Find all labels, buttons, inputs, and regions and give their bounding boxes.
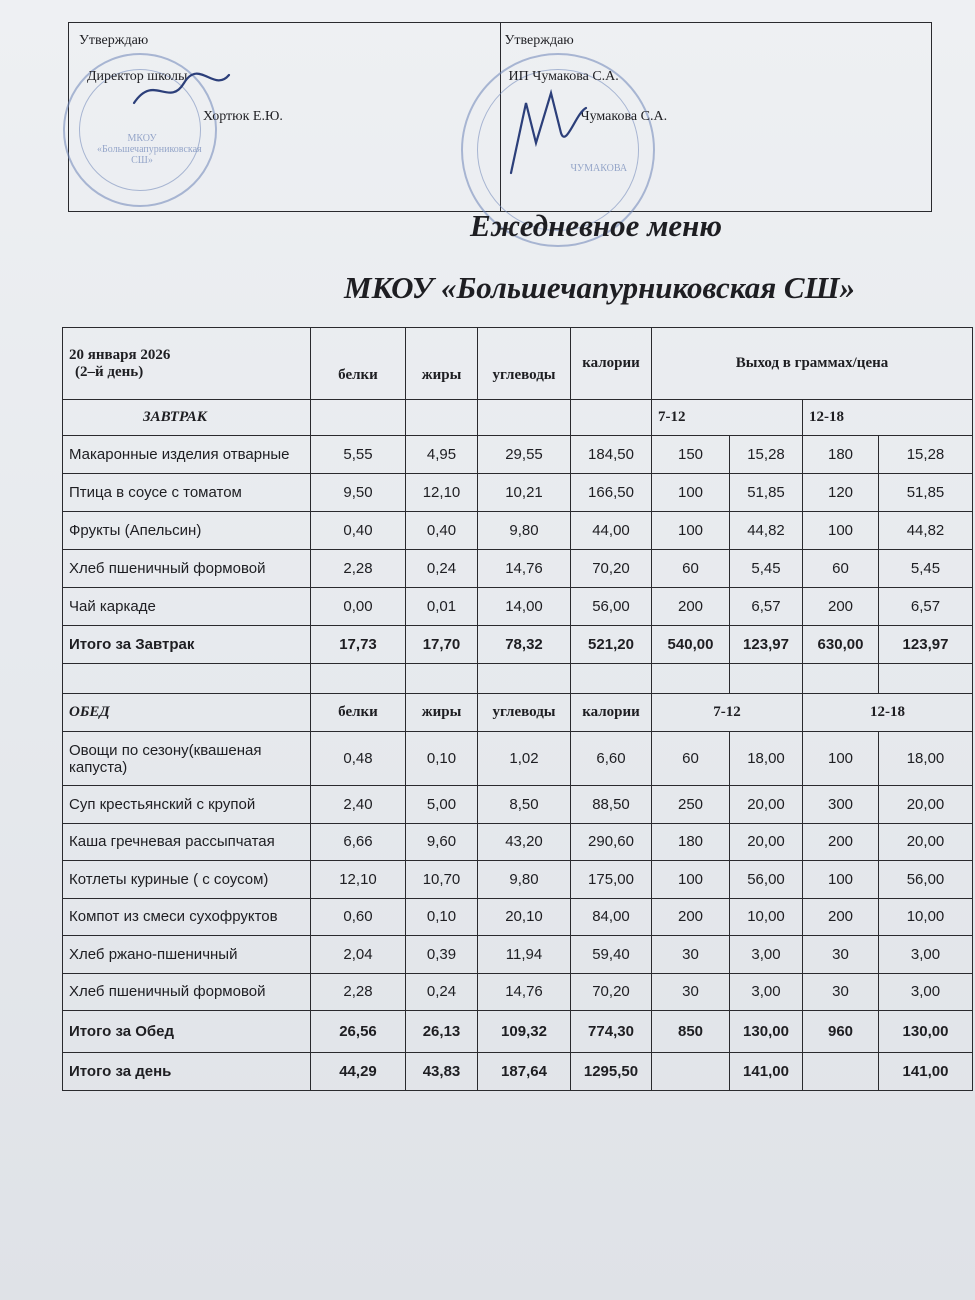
table-row: [63, 436, 973, 474]
dish-name: Котлеты куриные ( с соусом): [63, 861, 311, 899]
value-p1: 20,00: [730, 786, 803, 824]
value-b: 9,50: [311, 474, 406, 512]
value-b: 44,29: [311, 1053, 406, 1091]
dish-name: Итого за Обед: [63, 1011, 311, 1053]
value-p2: 3,00: [879, 936, 973, 974]
value-p2: 15,28: [879, 436, 973, 474]
value-p2: 123,97: [879, 626, 973, 664]
table-header-row: [63, 328, 973, 400]
value-f: 17,70: [406, 626, 478, 664]
table-row: [63, 898, 973, 936]
table-row: [63, 512, 973, 550]
breakfast-age-12-18: 12-18: [803, 400, 973, 436]
value-f: 0,24: [406, 550, 478, 588]
value-b: 17,73: [311, 626, 406, 664]
dish-name: Хлеб пшеничный формовой: [63, 973, 311, 1011]
value-b: 5,55: [311, 436, 406, 474]
table-row: [63, 823, 973, 861]
table-row: [63, 786, 973, 824]
ip-signature: [501, 73, 591, 183]
value-c: 10,21: [478, 474, 571, 512]
value-c: 14,76: [478, 550, 571, 588]
header-calories: калории: [571, 328, 652, 400]
lunch-age-7-12: 7-12: [652, 694, 803, 732]
value-c: 11,94: [478, 936, 571, 974]
value-g1: 100: [652, 861, 730, 899]
approval-right-name: Чумакова С.А.: [580, 109, 668, 124]
approval-left-label: Утверждаю: [79, 33, 149, 48]
value-c: 8,50: [478, 786, 571, 824]
value-b: 0,40: [311, 512, 406, 550]
dish-name: Суп крестьянский с крупой: [63, 786, 311, 824]
value-b: 0,00: [311, 588, 406, 626]
value-p1: 10,00: [730, 898, 803, 936]
approval-right: [500, 23, 932, 211]
value-g1: 100: [652, 512, 730, 550]
header-fat: жиры: [406, 328, 478, 400]
value-p1: 5,45: [730, 550, 803, 588]
value-k: 6,60: [571, 732, 652, 786]
value-p2: 10,00: [879, 898, 973, 936]
value-c: 1,02: [478, 732, 571, 786]
value-g1: 30: [652, 973, 730, 1011]
value-p1: 3,00: [730, 936, 803, 974]
breakfast-age-7-12: 7-12: [652, 400, 803, 436]
value-g1: 60: [652, 732, 730, 786]
value-g1: 540,00: [652, 626, 730, 664]
value-k: 166,50: [571, 474, 652, 512]
value-g2: 200: [803, 898, 879, 936]
value-c: 14,76: [478, 973, 571, 1011]
value-g2: 100: [803, 861, 879, 899]
value-g1: 30: [652, 936, 730, 974]
dish-name: Макаронные изделия отварные: [63, 436, 311, 474]
menu-day: (2–й день): [75, 363, 144, 380]
document-subtitle: МКОУ «Большечапурниковская СШ»: [344, 270, 856, 305]
approval-left-position: Директор школы: [87, 69, 188, 84]
ip-stamp-text: ЧУМАКОВА: [570, 163, 628, 174]
value-b: 2,28: [311, 550, 406, 588]
value-b: 2,28: [311, 973, 406, 1011]
value-p2: 56,00: [879, 861, 973, 899]
value-g1: 180: [652, 823, 730, 861]
value-p2: 6,57: [879, 588, 973, 626]
value-k: 521,20: [571, 626, 652, 664]
value-b: 2,04: [311, 936, 406, 974]
lunch-header-protein: белки: [311, 694, 406, 732]
value-p1: 15,28: [730, 436, 803, 474]
value-g2: 30: [803, 936, 879, 974]
table-row: [63, 474, 973, 512]
lunch-header-fat: жиры: [406, 694, 478, 732]
table-row: [63, 588, 973, 626]
lunch-label: ОБЕД: [63, 694, 311, 732]
value-f: 0,10: [406, 898, 478, 936]
menu-table: [62, 327, 973, 1091]
value-p1: 130,00: [730, 1011, 803, 1053]
value-g1: 60: [652, 550, 730, 588]
value-g2: 100: [803, 512, 879, 550]
value-f: 0,10: [406, 732, 478, 786]
header-yield: Выход в граммах/цена: [652, 328, 973, 400]
value-f: 4,95: [406, 436, 478, 474]
lunch-section-row: [63, 694, 973, 732]
table-row: [63, 550, 973, 588]
value-c: 9,80: [478, 512, 571, 550]
value-b: 2,40: [311, 786, 406, 824]
dish-name: Итого за Завтрак: [63, 626, 311, 664]
value-k: 56,00: [571, 588, 652, 626]
value-c: 9,80: [478, 861, 571, 899]
breakfast-rows: [63, 436, 973, 664]
approval-right-position: ИП Чумакова С.А.: [508, 69, 619, 84]
dish-name: Фрукты (Апельсин): [63, 512, 311, 550]
value-p2: 51,85: [879, 474, 973, 512]
value-f: 9,60: [406, 823, 478, 861]
dish-name: Чай каркаде: [63, 588, 311, 626]
value-c: 78,32: [478, 626, 571, 664]
value-c: 109,32: [478, 1011, 571, 1053]
document-title: Ежедневное меню: [470, 208, 723, 243]
value-b: 0,48: [311, 732, 406, 786]
dish-name: Компот из смеси сухофруктов: [63, 898, 311, 936]
dish-name: Овощи по сезону(квашеная капуста): [63, 732, 311, 786]
value-f: 26,13: [406, 1011, 478, 1053]
approval-box: [68, 22, 932, 212]
breakfast-label: ЗАВТРАК: [63, 400, 311, 436]
value-c: 29,55: [478, 436, 571, 474]
value-p1: 18,00: [730, 732, 803, 786]
director-signature: [129, 63, 239, 123]
value-k: 84,00: [571, 898, 652, 936]
value-p2: 18,00: [879, 732, 973, 786]
table-row: [63, 973, 973, 1011]
value-k: 59,40: [571, 936, 652, 974]
dish-name: Хлеб ржано-пшеничный: [63, 936, 311, 974]
value-f: 0,40: [406, 512, 478, 550]
lunch-header-carbs: углеводы: [478, 694, 571, 732]
total-row: [63, 626, 973, 664]
lunch-rows: [63, 732, 973, 1091]
value-k: 774,30: [571, 1011, 652, 1053]
table-row: [63, 936, 973, 974]
value-b: 6,66: [311, 823, 406, 861]
value-f: 0,39: [406, 936, 478, 974]
value-g2: 100: [803, 732, 879, 786]
date-cell: [63, 328, 311, 400]
value-c: 43,20: [478, 823, 571, 861]
value-k: 44,00: [571, 512, 652, 550]
value-p1: 51,85: [730, 474, 803, 512]
value-g1: 150: [652, 436, 730, 474]
value-p1: 20,00: [730, 823, 803, 861]
value-g2: 630,00: [803, 626, 879, 664]
value-f: 12,10: [406, 474, 478, 512]
value-b: 26,56: [311, 1011, 406, 1053]
value-k: 184,50: [571, 436, 652, 474]
value-g2: [803, 1053, 879, 1091]
dish-name: Птица в соусе с томатом: [63, 474, 311, 512]
lunch-header-calories: калории: [571, 694, 652, 732]
value-g2: 300: [803, 786, 879, 824]
value-c: 187,64: [478, 1053, 571, 1091]
breakfast-section-row: [63, 400, 973, 436]
school-stamp-text: МКОУ «Большечапурниковская СШ»: [97, 133, 202, 166]
value-f: 43,83: [406, 1053, 478, 1091]
value-k: 290,60: [571, 823, 652, 861]
value-g1: 200: [652, 588, 730, 626]
value-g2: 60: [803, 550, 879, 588]
value-g2: 180: [803, 436, 879, 474]
value-f: 10,70: [406, 861, 478, 899]
value-p2: 20,00: [879, 786, 973, 824]
value-g1: 200: [652, 898, 730, 936]
value-p2: 44,82: [879, 512, 973, 550]
lunch-age-12-18: 12-18: [803, 694, 973, 732]
value-g2: 30: [803, 973, 879, 1011]
approval-left-name: Хортюк Е.Ю.: [203, 109, 283, 124]
approval-left: [69, 23, 500, 211]
spacer-row: [63, 664, 973, 694]
value-p2: 5,45: [879, 550, 973, 588]
dish-name: Каша гречневая рассыпчатая: [63, 823, 311, 861]
value-c: 14,00: [478, 588, 571, 626]
total-row: [63, 1011, 973, 1053]
dish-name: Хлеб пшеничный формовой: [63, 550, 311, 588]
table-row: [63, 732, 973, 786]
menu-date: 20 января 2026: [69, 346, 171, 363]
value-g1: 250: [652, 786, 730, 824]
header-carbs: углеводы: [478, 328, 571, 400]
value-p2: 130,00: [879, 1011, 973, 1053]
value-g2: 200: [803, 588, 879, 626]
value-f: 5,00: [406, 786, 478, 824]
header-protein: белки: [311, 328, 406, 400]
value-f: 0,24: [406, 973, 478, 1011]
dish-name: Итого за день: [63, 1053, 311, 1091]
value-k: 70,20: [571, 550, 652, 588]
value-p1: 3,00: [730, 973, 803, 1011]
value-p2: 3,00: [879, 973, 973, 1011]
total-row: [63, 1053, 973, 1091]
value-f: 0,01: [406, 588, 478, 626]
value-g2: 200: [803, 823, 879, 861]
value-p1: 56,00: [730, 861, 803, 899]
value-p2: 20,00: [879, 823, 973, 861]
value-k: 175,00: [571, 861, 652, 899]
value-g1: [652, 1053, 730, 1091]
value-k: 1295,50: [571, 1053, 652, 1091]
table-row: [63, 861, 973, 899]
value-g1: 850: [652, 1011, 730, 1053]
value-g2: 960: [803, 1011, 879, 1053]
value-k: 88,50: [571, 786, 652, 824]
value-p1: 141,00: [730, 1053, 803, 1091]
value-c: 20,10: [478, 898, 571, 936]
value-b: 12,10: [311, 861, 406, 899]
value-k: 70,20: [571, 973, 652, 1011]
approval-right-label: Утверждаю: [504, 33, 574, 48]
value-g1: 100: [652, 474, 730, 512]
value-p1: 123,97: [730, 626, 803, 664]
value-p2: 141,00: [879, 1053, 973, 1091]
value-p1: 6,57: [730, 588, 803, 626]
value-p1: 44,82: [730, 512, 803, 550]
value-g2: 120: [803, 474, 879, 512]
value-b: 0,60: [311, 898, 406, 936]
